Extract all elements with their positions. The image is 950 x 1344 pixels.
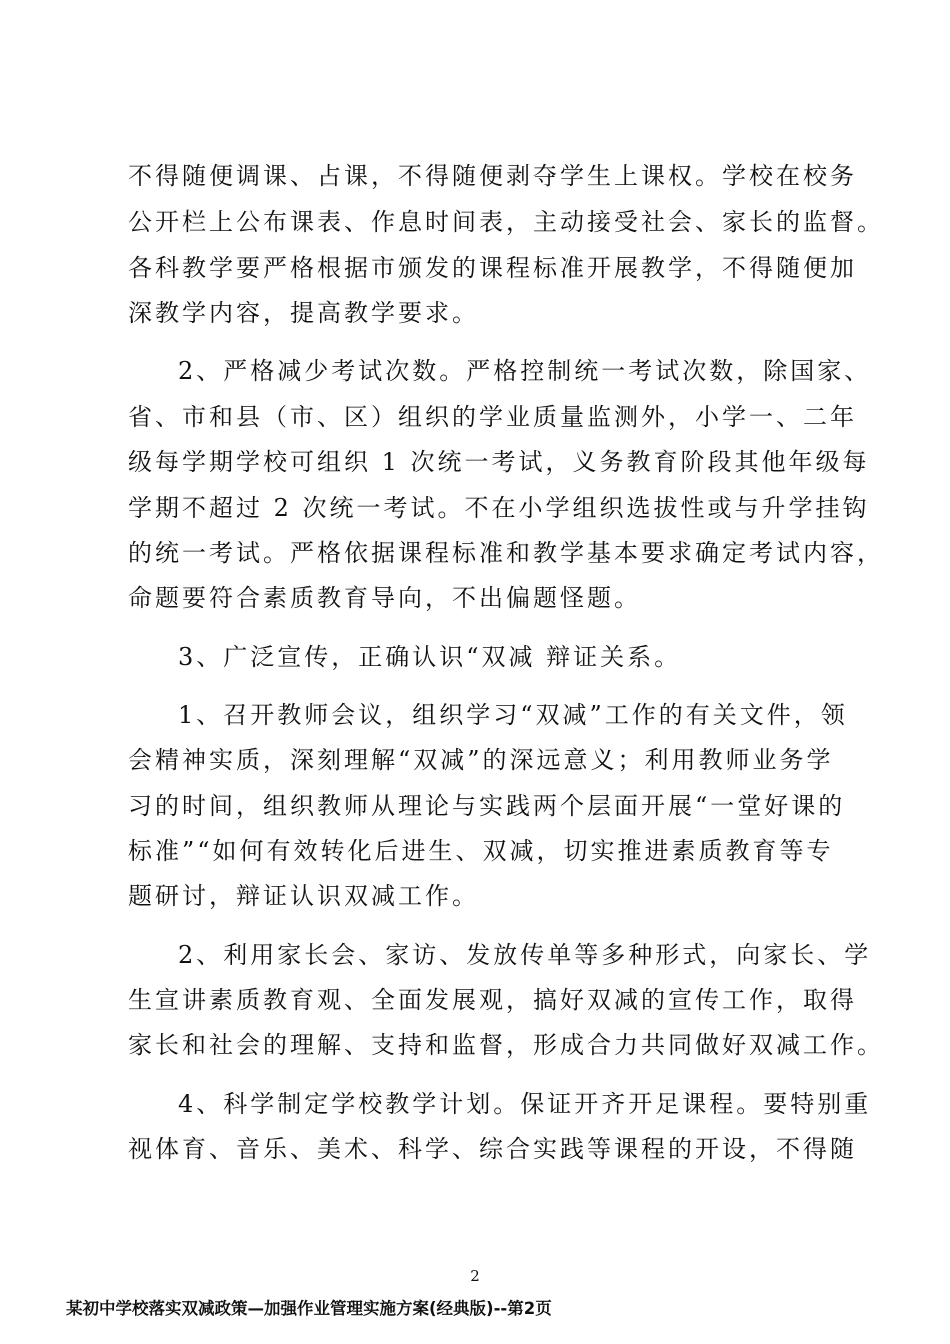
body-text-line: 深教学内容，提高教学要求。 — [128, 299, 479, 327]
body-text-line: 不得随便调课、占课，不得随便剥夺学生上课权。学校在校务 — [128, 162, 857, 190]
body-text-line: 标准”“如何有效转化后进生、双减，切实推进素质教育等专 — [128, 837, 834, 865]
body-text-line: 生宣讲素质教育观、全面发展观，搞好双减的宣传工作，取得 — [128, 986, 857, 1014]
body-text-line: 家长和社会的理解、支持和监督，形成合力共同做好双减工作。 — [128, 1031, 884, 1059]
body-text-line: 视体育、音乐、美术、科学、综合实践等课程的开设，不得随 — [128, 1135, 857, 1163]
body-text-line: 的统一考试。严格依据课程标准和教学基本要求确定考试内容， — [128, 539, 884, 567]
body-text-line: 1、召开教师会议，组织学习“双减”工作的有关文件，领 — [178, 701, 848, 729]
footer-title: 某初中学校落实双减政策—加强作业管理实施方案(经典版)--第2页 — [66, 1299, 552, 1318]
body-text-line: 学期不超过 2 次统一考试。不在小学组织选拔性或与升学挂钩 — [128, 494, 870, 522]
page-number: 2 — [470, 1267, 480, 1285]
body-text-line: 命题要符合素质教育导向，不出偏题怪题。 — [128, 584, 641, 612]
body-text-line: 公开栏上公布课表、作息时间表，主动接受社会、家长的监督。 — [128, 208, 884, 236]
body-text-line: 题研讨，辩证认识双减工作。 — [128, 882, 479, 910]
body-text-line: 各科教学要严格根据市颁发的课程标准开展教学，不得随便加 — [128, 254, 857, 282]
body-text-line: 4、科学制定学校教学计划。保证开齐开足课程。要特别重 — [178, 1090, 872, 1118]
body-text-line: 3、广泛宣传，正确认识“双减 辩证关系。 — [178, 643, 682, 671]
body-text-line: 省、市和县（市、区）组织的学业质量监测外，小学一、二年 — [128, 403, 857, 431]
body-text-line: 级每学期学校可组织 1 次统一考试，义务教育阶段其他年级每 — [128, 448, 870, 476]
body-text-line: 2、利用家长会、家访、发放传单等多种形式，向家长、学 — [178, 941, 872, 969]
body-text-line: 2、严格减少考试次数。严格控制统一考试次数，除国家、 — [178, 357, 872, 385]
body-text-line: 会精神实质，深刻理解“双减”的深远意义；利用教师业务学 — [128, 746, 834, 774]
body-text-line: 习的时间，组织教师从理论与实践两个层面开展“一堂好课的 — [128, 792, 846, 820]
